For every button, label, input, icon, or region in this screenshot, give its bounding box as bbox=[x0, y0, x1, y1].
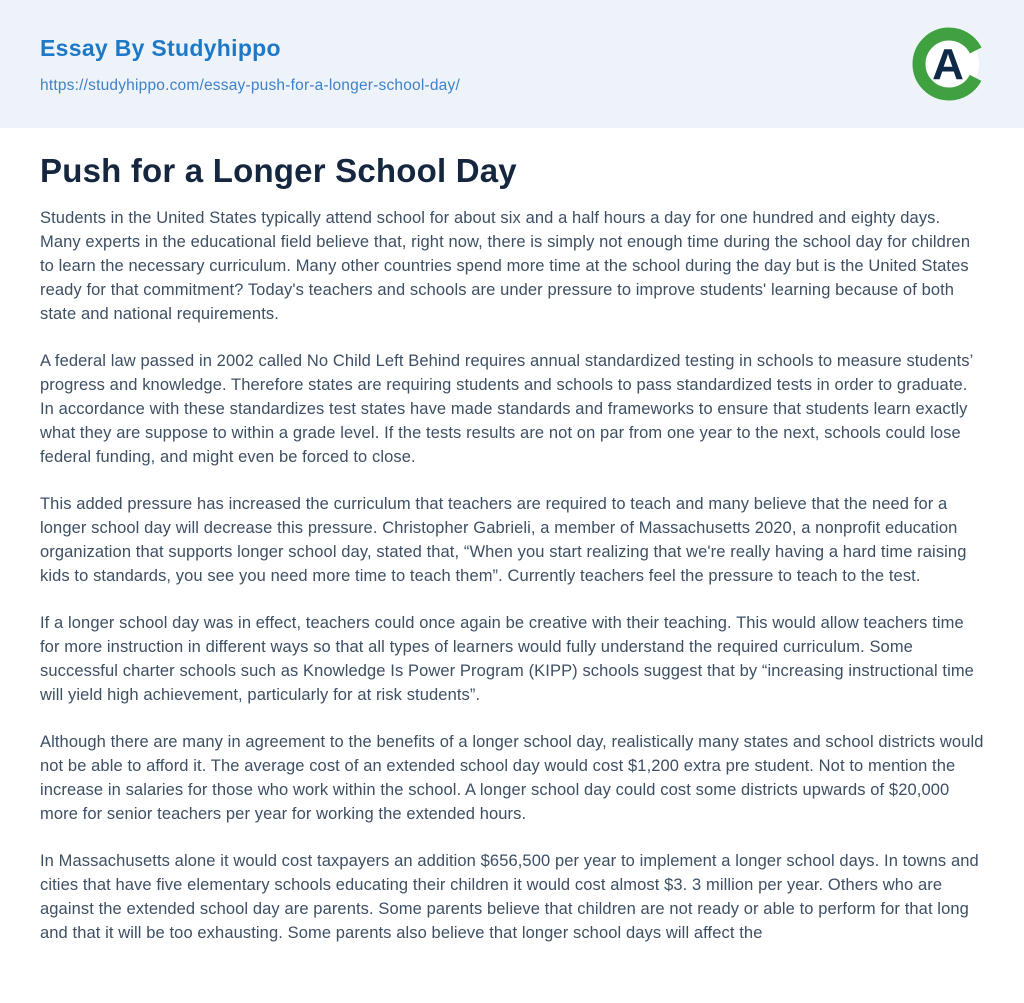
essay-paragraph-1: Students in the United States typically attend school for about six and a half hours a day for one hundred and eighty days. Many experts in the educational field believe that, right now, there is simply not enough time during the school day for children to learn the necessary curriculum. Many other countries spend more time at the school during the day but is the United States ready for that commitment? Today's teachers and schools are under pressure to improve students' learning because of both state and national requirements. bbox=[40, 208, 971, 323]
essay-paragraph-5: Although there are many in agreement to the benefits of a longer school day, realistically many states and school districts would not be able to afford it. The average cost of an extended school day would cost $1,200 extra pre student. Not to mention the increase in salaries for those who work within the school. A longer school day could cost some districts upwards of $20,000 more for senior teachers per year for working the extended hours. bbox=[40, 732, 984, 823]
essay-title: Push for a Longer School Day bbox=[40, 152, 517, 189]
essay-paragraph-6: In Massachusetts alone it would cost taxpayers an addition $656,500 per year to implement a longer school days. In towns and cities that have five elementary schools educating their children it would cost almost $3. 3 million per year. Others who are against the extended school day are parents. Some parents believe that children are not ready or able to perform for that long and that it will be too exhausting. Some parents also believe that longer school days will affect the bbox=[40, 851, 979, 942]
header-text-block bbox=[40, 33, 460, 95]
essay-paragraph-2: A federal law passed in 2002 called No Child Left Behind requires annual standardized testing in schools to measure students’ progress and knowledge. Therefore states are requiring students and schools to pass standardized tests in order to graduate. In accordance with these standardizes test states have made standards and frameworks to ensure that students learn exactly what they are suppose to within a grade level. If the tests results are not on par from one year to the next, schools could lose federal funding, and might even be forced to close. bbox=[40, 351, 973, 466]
logo-letter: A bbox=[932, 40, 964, 89]
studyhippo-logo-icon bbox=[912, 27, 986, 101]
site-header bbox=[0, 0, 1024, 128]
page-url-link[interactable]: https://studyhippo.com/essay-push-for-a-longer-school-day/ bbox=[40, 77, 460, 94]
studyhippo-logo[interactable] bbox=[912, 27, 986, 101]
essay-paragraph-4: If a longer school day was in effect, teachers could once again be creative with their teaching. This would allow teachers time for more instruction in different ways so that all types of learners would fully understand the required curriculum. Some successful charter schools such as Knowledge Is Power Program (KIPP) schools suggest that by “increasing instructional time will yield high achievement, particularly for at risk students”. bbox=[40, 613, 974, 704]
essay-content bbox=[0, 128, 1024, 998]
site-title: Essay By Studyhippo bbox=[40, 35, 281, 61]
essay-paragraph-3: This added pressure has increased the curriculum that teachers are required to teach and many believe that the need for a longer school day will decrease this pressure. Christopher Gabrieli, a member of Massachusetts 2020, a nonprofit education organization that supports longer school day, stated that, “When you start realizing that we're really having a hard time raising kids to standards, you see you need more time to teach them”. Currently teachers feel the pressure to teach to the test. bbox=[40, 494, 967, 585]
